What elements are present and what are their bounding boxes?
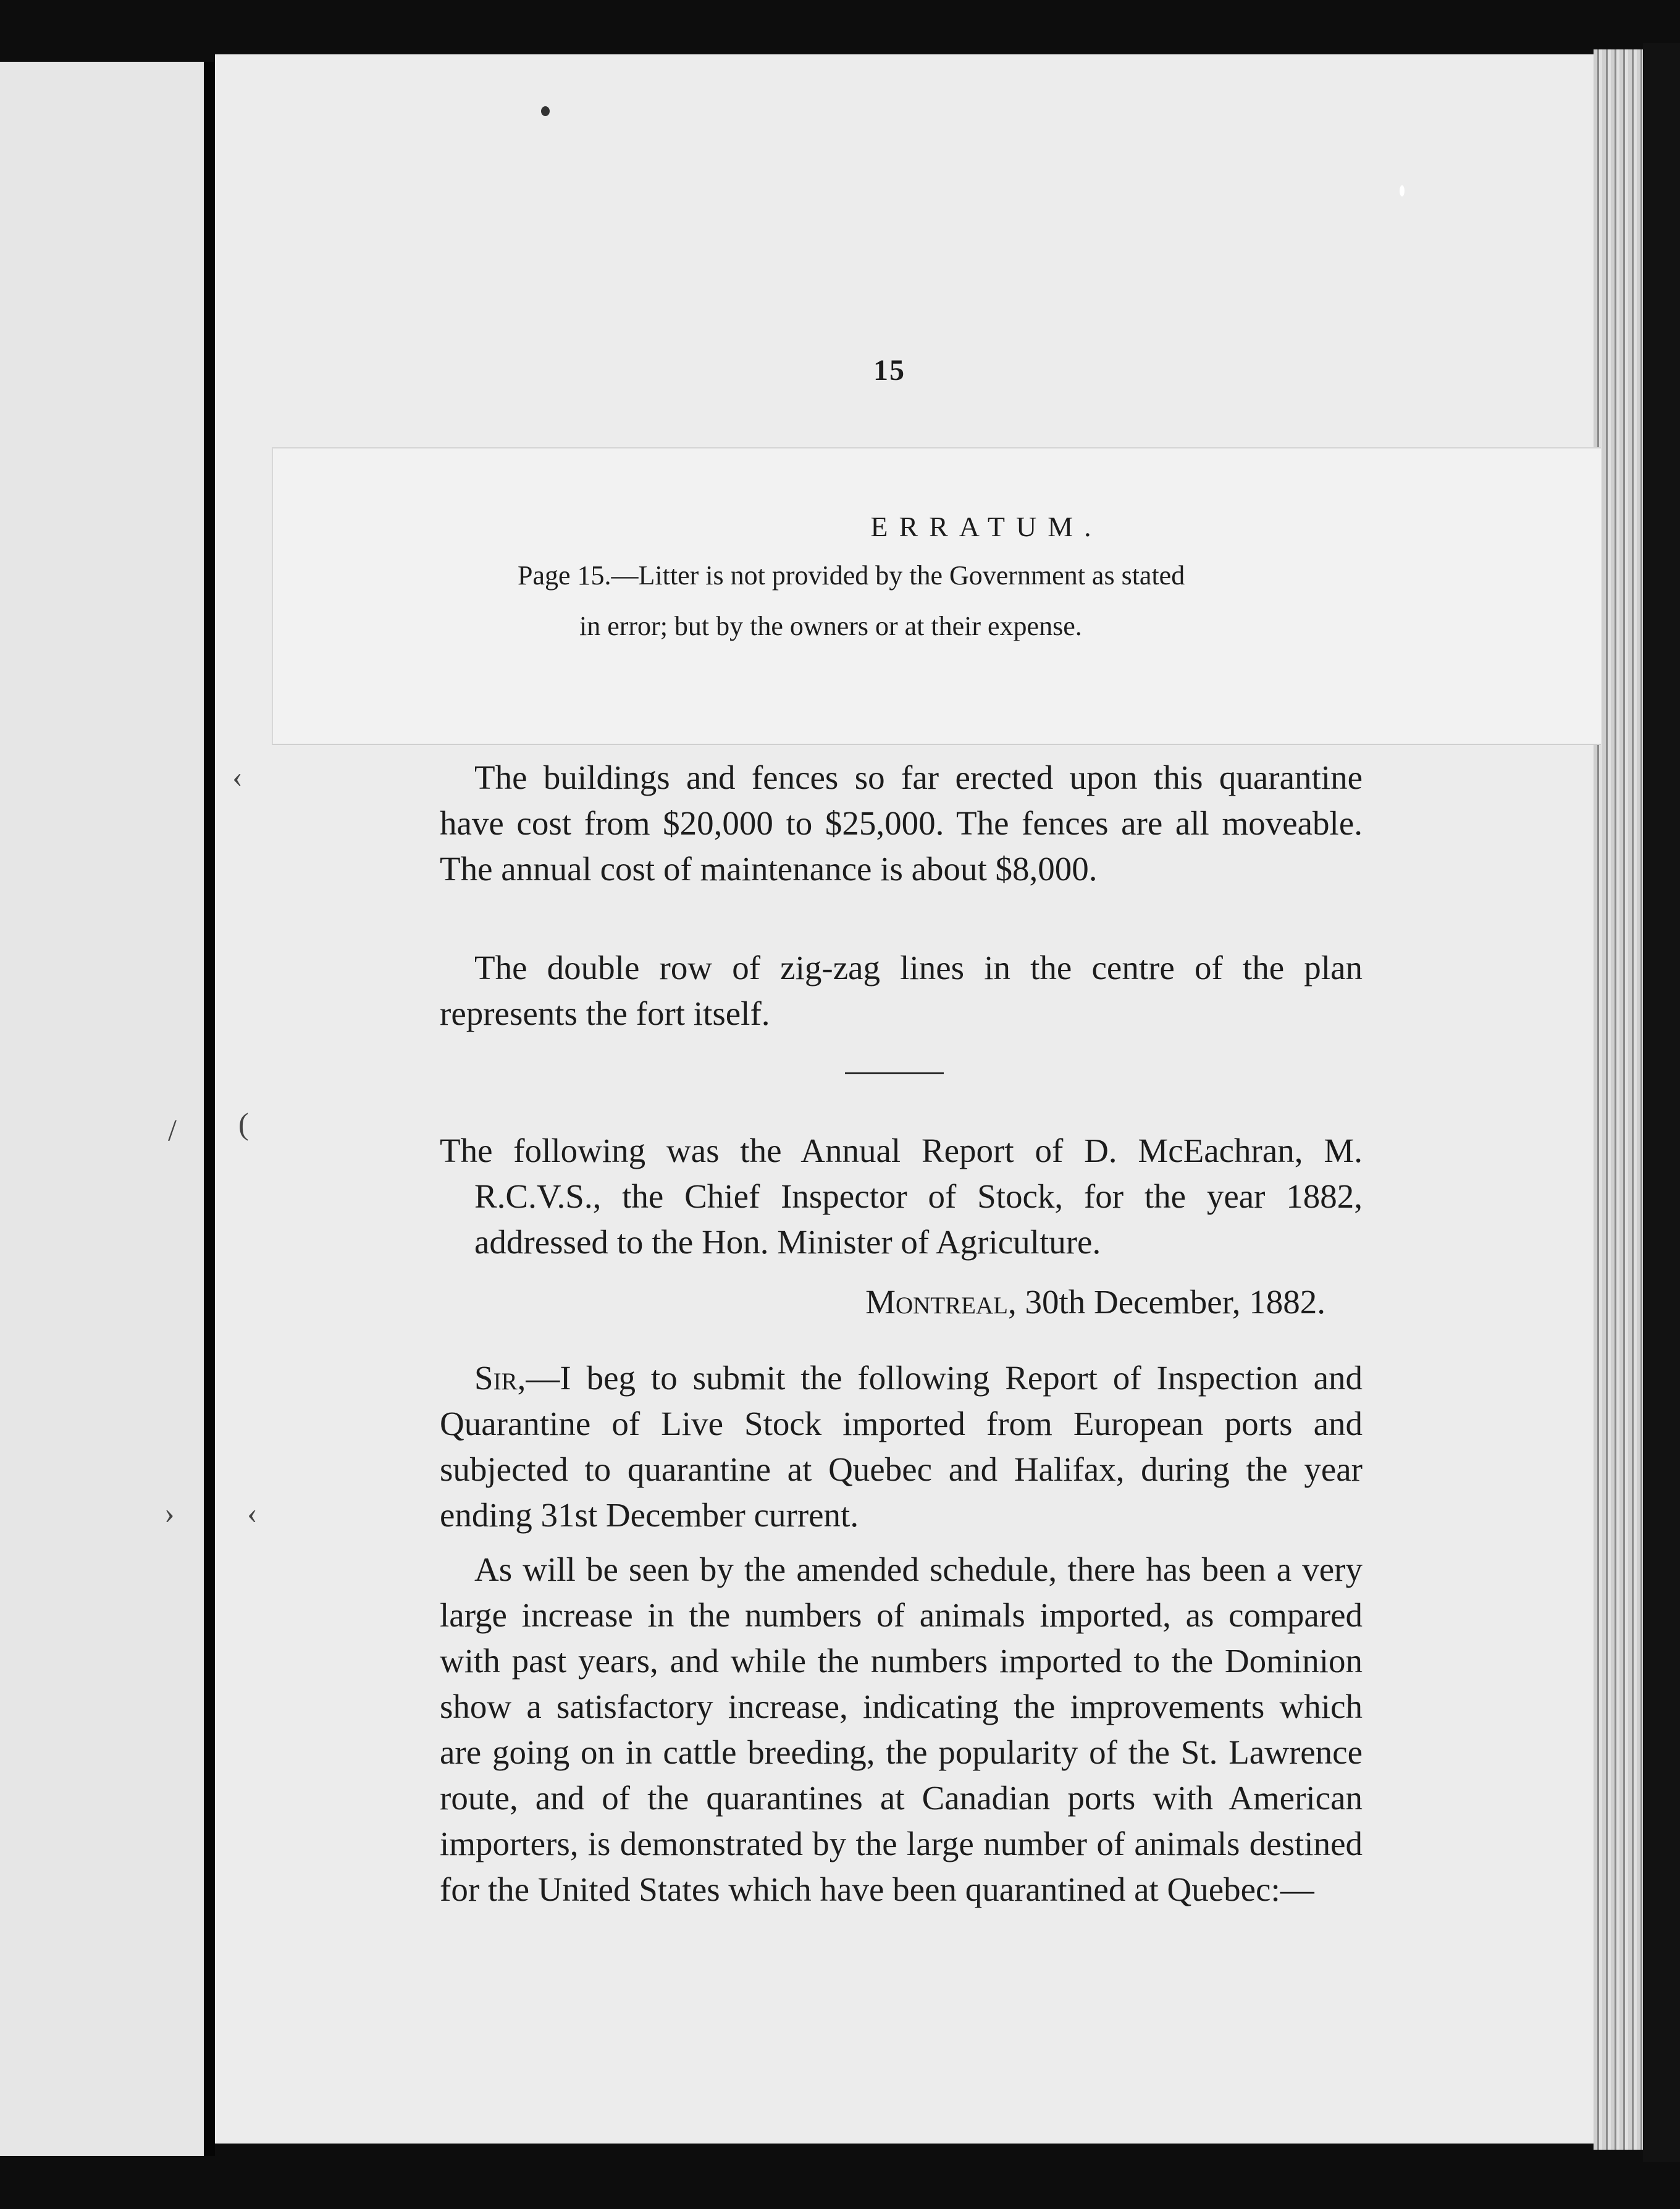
erratum-text-line-1: Page 15.—Litter is not provided by the Government as stated xyxy=(518,560,1185,591)
paragraph-text: As will be seen by the amended schedule, there has been a very large increase in the numbers of animals imported, as compared with past years, and while the numbers imported to the Dominion show a satisfactory increase, indicating the improvements which are going on in cattle breeding, the popularity of the St. Lawrence route, and of the quarantines at Canadian ports with American importers, is demonstrated by the large number of animals destined for the United States which have been quarantined at Quebec:— xyxy=(440,1551,1363,1908)
margin-mark: / xyxy=(168,1113,177,1147)
salutation: Sir, xyxy=(474,1359,526,1397)
paragraph-buildings-cost xyxy=(440,755,1363,892)
margin-mark: ‹ xyxy=(232,759,243,794)
paragraph-text xyxy=(440,1355,1363,1538)
page-edges xyxy=(1594,49,1643,2150)
dateline-date: 30th December, 1882. xyxy=(1016,1283,1325,1321)
paragraph-text: The following was the Annual Report of D. McEachran, M. R.C.V.S., the Chief Inspector of Stock, for the year 1882, addressed to the Hon. Minister of Agriculture. xyxy=(440,1132,1363,1261)
erratum-text-line-2: in error; but by the owners or at their expense. xyxy=(579,611,1082,641)
paragraph-increase xyxy=(440,1547,1363,1912)
ink-speck xyxy=(541,106,550,116)
paragraph-annual-report xyxy=(440,1128,1363,1265)
erratum-slip xyxy=(272,447,1601,745)
section-divider xyxy=(845,1072,944,1074)
book-gutter xyxy=(204,62,215,2156)
margin-mark: › xyxy=(164,1496,175,1530)
paragraph-body: —I beg to submit the following Report of Inspection and Quarantine of Live Stock imported from European ports and subjected to quarantine at Quebec and Halifax, during the year ending 31st December current. xyxy=(440,1359,1363,1534)
facing-page xyxy=(0,62,204,2156)
ink-speck xyxy=(1400,185,1405,196)
margin-mark: ‹ xyxy=(247,1496,258,1530)
dateline xyxy=(800,1282,1325,1321)
cropped-text-line xyxy=(476,432,1217,446)
paragraph-text: The buildings and fences so far erected upon this quarantine have cost from $20,000 to $25,000. The fences are all moveable. The annual cost of maintenance is about $8,000. xyxy=(440,759,1363,888)
paragraph-report-intro xyxy=(440,1355,1363,1538)
page-number: 15 xyxy=(873,354,905,387)
paragraph-zigzag xyxy=(440,945,1363,1037)
scan-border xyxy=(1643,43,1680,2162)
dateline-place: Montreal, xyxy=(865,1283,1017,1321)
erratum-title: ERRATUM. xyxy=(870,511,1102,542)
margin-mark: ( xyxy=(238,1106,249,1141)
paragraph-text: The double row of zig-zag lines in the centre of the plan represents the fort itself. xyxy=(440,949,1363,1032)
